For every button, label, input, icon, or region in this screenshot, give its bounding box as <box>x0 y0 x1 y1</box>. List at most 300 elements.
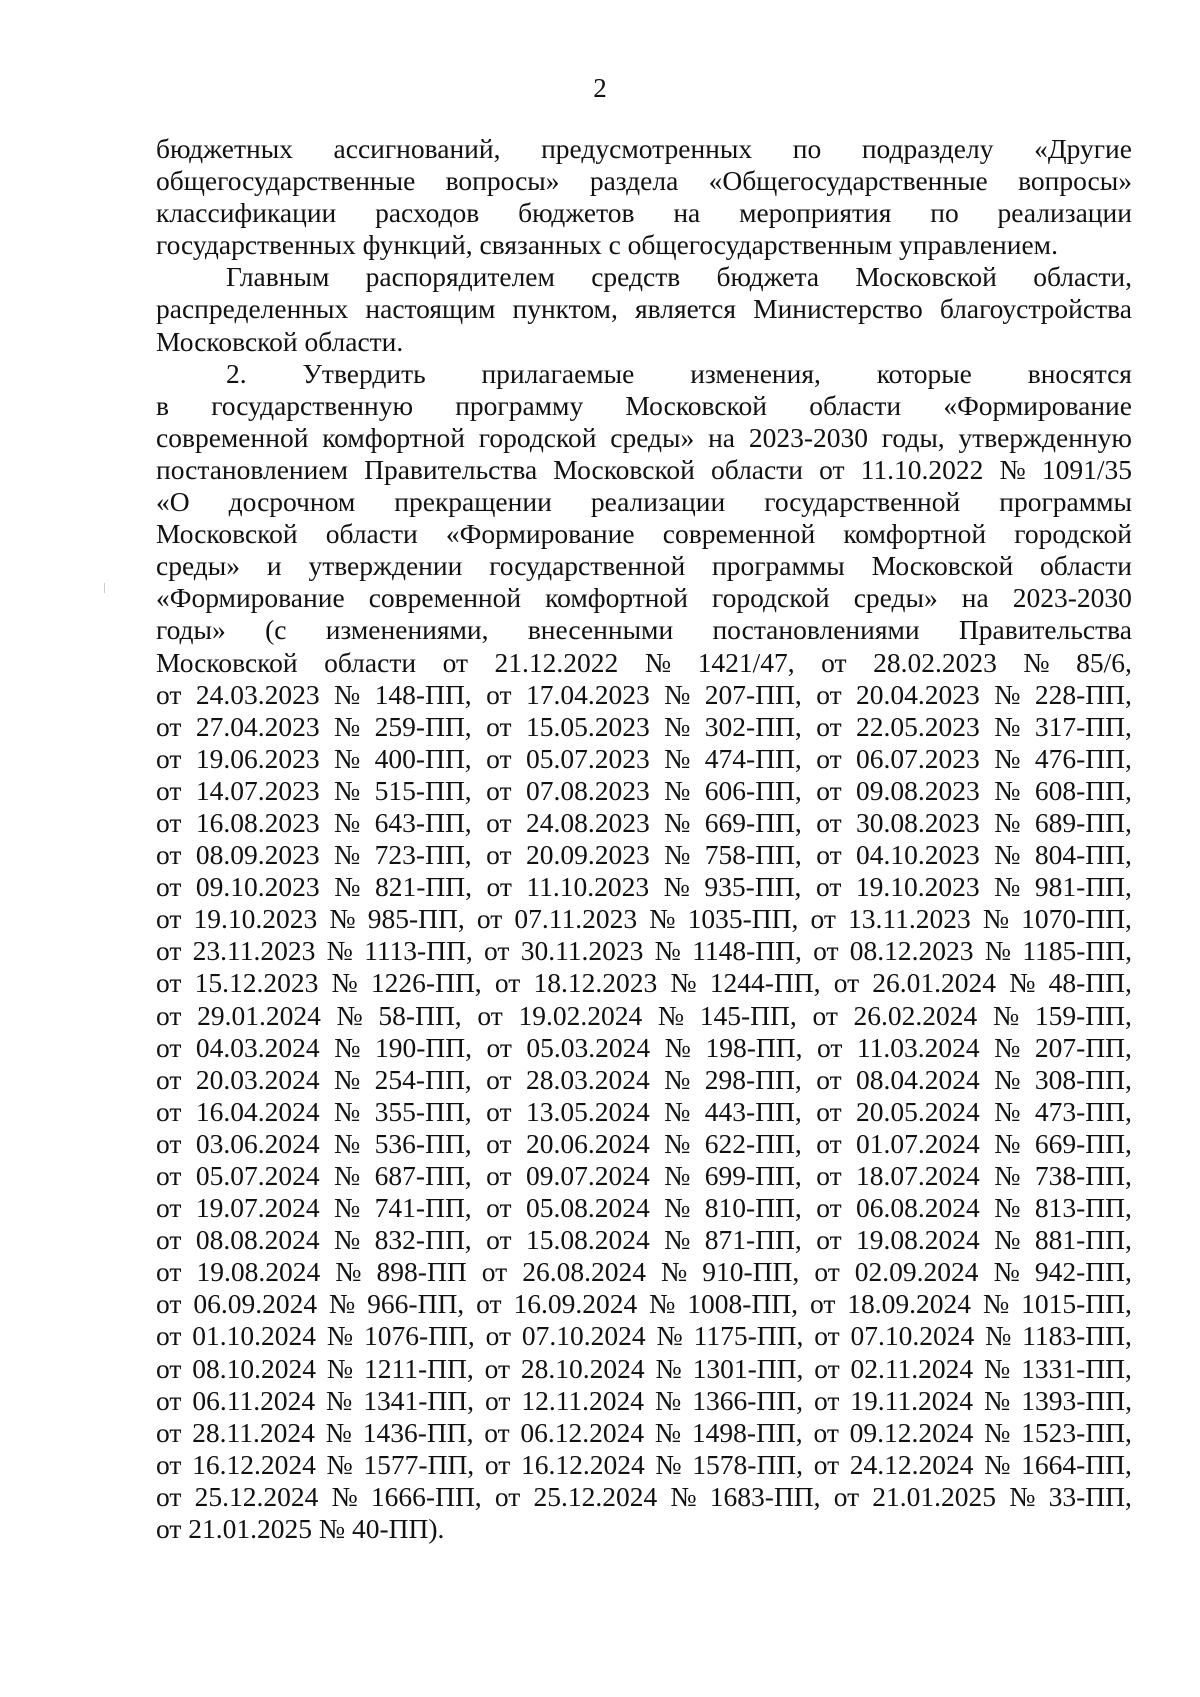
word: 190-ПП, <box>374 1031 472 1063</box>
word: реализации <box>997 197 1132 229</box>
text-line <box>156 775 1132 807</box>
word: утвержденную <box>958 421 1132 453</box>
word: № <box>994 839 1021 871</box>
word: 17.04.2023 <box>525 678 650 710</box>
text-line <box>156 1096 1132 1128</box>
word: от <box>813 1416 839 1448</box>
word: 741-ПП, <box>374 1192 472 1224</box>
text-line: Московской области. <box>156 325 404 357</box>
word: постановлением <box>156 453 348 485</box>
word: от <box>156 1192 182 1224</box>
word: 07.10.2024 <box>850 1320 975 1352</box>
word: от <box>833 967 860 999</box>
word: 985-ПП, <box>367 903 465 935</box>
word: 01.10.2024 <box>192 1320 317 1352</box>
word: № <box>326 1352 354 1384</box>
word: 935-ПП, <box>704 871 802 903</box>
word: программу <box>455 389 584 421</box>
word: 643-ПП, <box>374 806 472 838</box>
word: 1148-ПП, <box>692 935 802 967</box>
text-line <box>156 967 1132 999</box>
word: № <box>326 1448 353 1480</box>
word: № <box>655 1448 682 1480</box>
word: от <box>813 1448 840 1480</box>
word: бюджетов <box>518 197 635 229</box>
word: № <box>1009 1480 1036 1512</box>
word: Утвердить <box>302 357 426 389</box>
word: № <box>334 710 361 742</box>
word: № <box>326 1384 353 1416</box>
word: изменениями, <box>325 614 489 646</box>
word: 19.11.2024 <box>850 1384 974 1416</box>
word: № <box>334 1160 361 1191</box>
word: 24.03.2023 <box>195 678 320 710</box>
word: 28.10.2024 <box>520 1352 645 1384</box>
word: городской <box>711 582 830 614</box>
word: годы, <box>881 421 945 453</box>
word: 25.12.2024 <box>194 1480 319 1512</box>
word: 981-ПП, <box>1034 871 1132 903</box>
word: № <box>329 903 356 935</box>
word: от <box>486 1160 512 1191</box>
text-line <box>156 1032 1132 1064</box>
word: 06.12.2024 <box>520 1416 645 1448</box>
word: Министерство <box>753 293 923 325</box>
word: 11.03.2024 <box>856 1031 980 1063</box>
word: от <box>833 1480 860 1512</box>
word: № <box>994 1031 1021 1063</box>
word: 09.08.2023 <box>856 774 980 806</box>
word: 20.04.2023 <box>856 678 980 710</box>
word: от <box>156 678 182 710</box>
text-line <box>156 197 1132 229</box>
word: 18.12.2023 <box>533 967 658 999</box>
word: государственной <box>764 486 961 518</box>
word: 608-ПП, <box>1034 774 1132 806</box>
paragraph <box>156 261 1132 357</box>
word: от <box>816 1095 842 1127</box>
word: 1076-ПП, <box>363 1320 475 1352</box>
word: области, <box>1033 261 1132 293</box>
word: 07.08.2023 <box>525 774 650 806</box>
word: от <box>486 1095 512 1127</box>
word: 622-ПП, <box>704 1127 802 1159</box>
word: от <box>816 1031 843 1063</box>
word: 05.07.2023 <box>525 742 650 774</box>
word: «Формирование <box>445 518 635 550</box>
word: в <box>156 389 169 421</box>
word: и <box>266 550 282 582</box>
word: № <box>331 967 358 999</box>
word: № <box>994 742 1021 774</box>
word: от <box>442 646 468 678</box>
word: прилагаемые <box>481 357 635 389</box>
word: от <box>156 1031 182 1063</box>
word: 1498-ПП, <box>691 1416 803 1448</box>
word: от <box>156 1448 182 1480</box>
word: 758-ПП, <box>704 839 802 871</box>
word: 942-ПП, <box>1034 1256 1132 1288</box>
text-line <box>156 261 1132 293</box>
word: от <box>484 1384 511 1416</box>
word: № <box>336 999 363 1031</box>
word: 11.10.2022 <box>860 453 984 485</box>
word: от <box>814 1320 840 1352</box>
word: 14.07.2023 <box>195 774 320 806</box>
paragraph <box>156 358 1132 1545</box>
word: 689-ПП, <box>1034 806 1132 838</box>
word: от <box>476 903 503 935</box>
word: 19.06.2023 <box>195 742 320 774</box>
word: 15.08.2024 <box>525 1224 650 1256</box>
word: № <box>644 646 672 678</box>
word: от <box>156 710 182 742</box>
word: 515-ПП, <box>374 774 472 806</box>
word: от <box>481 1256 508 1288</box>
word: от <box>156 1127 182 1159</box>
word: комфортной <box>545 582 688 614</box>
word: 05.07.2024 <box>195 1160 320 1191</box>
word: Московской <box>156 646 298 678</box>
text-line <box>156 1320 1132 1352</box>
word: от <box>813 1384 840 1416</box>
word: 06.09.2024 <box>193 1288 318 1320</box>
word: утверждении <box>308 550 463 582</box>
word: 1008-ПП, <box>687 1288 799 1320</box>
word: 1366-ПП, <box>692 1384 803 1416</box>
word: 05.03.2024 <box>526 1031 651 1063</box>
word: 259-ПП, <box>374 710 472 742</box>
word: 687-ПП, <box>374 1160 472 1191</box>
text-line <box>156 1192 1132 1224</box>
word: 910-ПП, <box>702 1256 800 1288</box>
text-line <box>156 711 1132 743</box>
word: 1226-ПП, <box>370 967 482 999</box>
word: 03.06.2024 <box>195 1127 320 1159</box>
word: от <box>484 935 510 967</box>
word: 474-ПП, <box>704 742 802 774</box>
word: № <box>993 1256 1020 1288</box>
word: № <box>664 1031 691 1063</box>
word: области <box>711 453 803 485</box>
word: № <box>994 1160 1021 1191</box>
word: № <box>331 1480 358 1512</box>
word: 2023-2030 <box>1012 582 1132 614</box>
word: по <box>792 133 822 164</box>
word: № <box>984 1416 1011 1448</box>
word: 898-ПП <box>376 1256 467 1288</box>
word: (с <box>265 614 287 646</box>
word: 30.11.2023 <box>520 935 644 967</box>
text-line <box>156 935 1132 967</box>
word: от <box>156 1288 182 1320</box>
text-line <box>156 1000 1132 1032</box>
paragraph <box>156 133 1132 261</box>
word: годы» <box>156 614 226 646</box>
word: комфортной <box>843 518 987 550</box>
text-line <box>156 293 1132 325</box>
word: 12.11.2024 <box>521 1384 645 1416</box>
word: от <box>486 1224 512 1256</box>
word: № <box>660 1256 688 1288</box>
word: № <box>994 710 1021 742</box>
word: 2. <box>226 357 247 389</box>
word: от <box>816 1063 842 1095</box>
word: 871-ПП, <box>704 1224 802 1256</box>
word: 1578-ПП, <box>692 1448 804 1480</box>
word: 01.07.2024 <box>856 1127 980 1159</box>
word: 254-ПП, <box>374 1063 472 1095</box>
word: № <box>664 806 691 838</box>
word: 723-ПП, <box>374 839 472 871</box>
word: распорядителем <box>365 261 555 293</box>
word: 1091/35 <box>1041 453 1132 485</box>
word: средств <box>591 261 681 293</box>
word: от <box>156 1320 182 1352</box>
word: № <box>994 1192 1021 1224</box>
word: № <box>664 1224 691 1256</box>
word: 11.10.2023 <box>526 871 650 903</box>
word: «Формирование <box>156 582 345 614</box>
word: государственной <box>489 550 686 582</box>
word: от <box>156 774 182 806</box>
word: среды» <box>610 421 695 453</box>
text-line <box>156 390 1132 422</box>
word: от <box>486 1192 512 1224</box>
word: № <box>983 1384 1011 1416</box>
word: № <box>984 1352 1011 1384</box>
text-line <box>156 903 1132 935</box>
word: от <box>156 1256 182 1288</box>
word: 02.09.2024 <box>854 1256 979 1288</box>
word: 58-ПП, <box>378 999 462 1031</box>
word: от <box>156 1352 182 1384</box>
word: 443-ПП, <box>704 1095 802 1127</box>
text-line <box>156 1481 1132 1513</box>
word: Московской <box>553 453 695 485</box>
word: 317-ПП, <box>1034 710 1132 742</box>
word: от <box>156 1480 182 1512</box>
word: 699-ПП, <box>704 1160 802 1191</box>
word: № <box>334 678 361 710</box>
word: 21.12.2022 <box>494 646 619 678</box>
text-line <box>156 839 1132 871</box>
word: «Другие <box>1034 133 1132 164</box>
word: от <box>484 1352 510 1384</box>
word: от <box>156 1224 182 1256</box>
word: городской <box>1014 518 1132 550</box>
word: ассигнований, <box>333 133 501 164</box>
word: вопросы» <box>1018 165 1132 197</box>
word: от <box>486 871 512 903</box>
word: 1183-ПП, <box>1022 1320 1132 1352</box>
word: 1421/47, <box>697 646 795 678</box>
word: городской <box>478 421 597 453</box>
word: 05.08.2024 <box>525 1192 650 1224</box>
word: № <box>994 678 1021 710</box>
word: 813-ПП, <box>1034 1192 1132 1224</box>
word: от <box>156 1063 182 1095</box>
word: современной <box>368 582 522 614</box>
word: № <box>334 1192 361 1224</box>
word: № <box>994 1095 1021 1127</box>
word: № <box>649 903 676 935</box>
word: от <box>816 1224 842 1256</box>
word: настоящим <box>365 293 496 325</box>
text-line <box>156 133 1132 165</box>
word: от <box>819 453 845 485</box>
word: от <box>156 999 182 1031</box>
word: 18.07.2024 <box>856 1160 980 1191</box>
word: предусмотренных <box>541 133 753 164</box>
word: 16.08.2023 <box>195 806 320 838</box>
word: 04.10.2023 <box>856 839 980 871</box>
text-line: государственных функций, связанных с общегосударственным управлением. <box>156 229 1058 261</box>
word: № <box>664 774 691 806</box>
word: 19.07.2024 <box>195 1192 320 1224</box>
word: от <box>816 1127 842 1159</box>
word: от <box>486 774 512 806</box>
word: № <box>334 1095 361 1127</box>
text-line <box>156 743 1132 775</box>
word: № <box>985 1320 1012 1352</box>
word: государственную <box>211 389 414 421</box>
word: «Общегосударственные <box>708 165 988 197</box>
word: области <box>325 518 418 550</box>
word: 30.08.2023 <box>856 806 980 838</box>
word: 06.07.2023 <box>856 742 980 774</box>
text-line <box>156 582 1132 614</box>
word: 15.12.2023 <box>194 967 319 999</box>
word: 48-ПП, <box>1048 967 1132 999</box>
word: современной <box>662 518 816 550</box>
word: «О <box>156 486 190 518</box>
word: бюджетных <box>156 133 293 164</box>
margin-mark <box>104 583 105 593</box>
word: по <box>930 197 959 229</box>
word: 09.10.2023 <box>195 871 320 903</box>
word: № <box>334 1063 361 1095</box>
text-line: от 21.01.2025 № 40-ПП). <box>156 1513 445 1545</box>
word: 08.08.2024 <box>195 1224 320 1256</box>
word: № <box>334 774 361 806</box>
word: от <box>494 1480 521 1512</box>
word: № <box>664 839 691 871</box>
word: 738-ПП, <box>1034 1160 1132 1191</box>
word: общегосударственные <box>156 165 416 197</box>
word: 207-ПП, <box>704 678 802 710</box>
word: Московской <box>871 550 1014 582</box>
word: 1070-ПП, <box>1021 903 1132 935</box>
word: от <box>813 935 839 967</box>
word: на <box>961 582 989 614</box>
word: № <box>334 1224 361 1256</box>
word: № <box>999 453 1026 485</box>
text-line <box>156 1160 1132 1192</box>
word: от <box>816 839 842 871</box>
word: 148-ПП, <box>374 678 472 710</box>
word: № <box>334 839 361 871</box>
word: 15.05.2023 <box>525 710 650 742</box>
word: № <box>992 999 1020 1031</box>
word: 207-ПП, <box>1034 1031 1132 1063</box>
word: программы <box>999 486 1132 518</box>
word: 159-ПП, <box>1034 999 1132 1031</box>
word: № <box>664 1160 691 1191</box>
word: 1035-ПП, <box>687 903 799 935</box>
word: 19.08.2024 <box>196 1256 321 1288</box>
word: подразделу <box>861 133 994 164</box>
word: № <box>663 871 690 903</box>
text-line <box>156 614 1132 646</box>
word: 16.04.2024 <box>195 1095 320 1127</box>
word: от <box>156 1384 182 1416</box>
word: расходов <box>375 197 480 229</box>
text-line <box>156 647 1132 679</box>
word: 16.12.2024 <box>520 1448 645 1480</box>
word: 1393-ПП, <box>1021 1384 1132 1416</box>
word: 08.10.2024 <box>192 1352 317 1384</box>
text-line <box>156 1385 1132 1417</box>
word: досрочном <box>228 486 356 518</box>
page-number: 2 <box>593 73 607 103</box>
word: 16.09.2024 <box>513 1288 638 1320</box>
word: 20.03.2024 <box>195 1063 320 1095</box>
text-line <box>156 1288 1132 1320</box>
word: Главным <box>226 261 330 293</box>
word: 28.11.2024 <box>192 1416 315 1448</box>
word: 20.06.2024 <box>525 1127 650 1159</box>
word: № <box>334 742 361 774</box>
word: № <box>664 1095 691 1127</box>
word: № <box>334 1031 361 1063</box>
word: № <box>334 1127 361 1159</box>
word: № <box>984 1448 1011 1480</box>
word: Московской <box>156 518 298 550</box>
word: Правительства <box>958 614 1132 646</box>
word: 669-ПП, <box>1034 1127 1132 1159</box>
word: от <box>486 1127 512 1159</box>
word: 1523-ПП, <box>1021 1416 1132 1448</box>
word: № <box>655 1352 682 1384</box>
word: № <box>982 903 1010 935</box>
word: постановлениями <box>712 614 920 646</box>
word: от <box>816 806 842 838</box>
word: которые <box>876 357 972 389</box>
word: 23.11.2023 <box>192 935 316 967</box>
word: 966-ПП, <box>367 1288 465 1320</box>
word: программы <box>712 550 845 582</box>
word: от <box>814 1256 840 1288</box>
word: среды» <box>853 582 938 614</box>
word: 1683-ПП, <box>709 1480 821 1512</box>
word: от <box>809 1288 836 1320</box>
word: является <box>634 293 737 325</box>
word: 1211-ПП, <box>363 1352 474 1384</box>
text-line <box>156 1128 1132 1160</box>
text-line <box>156 518 1132 550</box>
word: 473-ПП, <box>1034 1095 1132 1127</box>
word: на <box>708 421 736 453</box>
word: от <box>486 806 512 838</box>
word: № <box>994 1127 1021 1159</box>
word: от <box>816 742 842 774</box>
word: 26.02.2024 <box>853 999 978 1031</box>
text-line <box>156 486 1132 518</box>
text-line <box>156 550 1132 582</box>
word: на <box>673 197 701 229</box>
word: классификации <box>156 197 337 229</box>
